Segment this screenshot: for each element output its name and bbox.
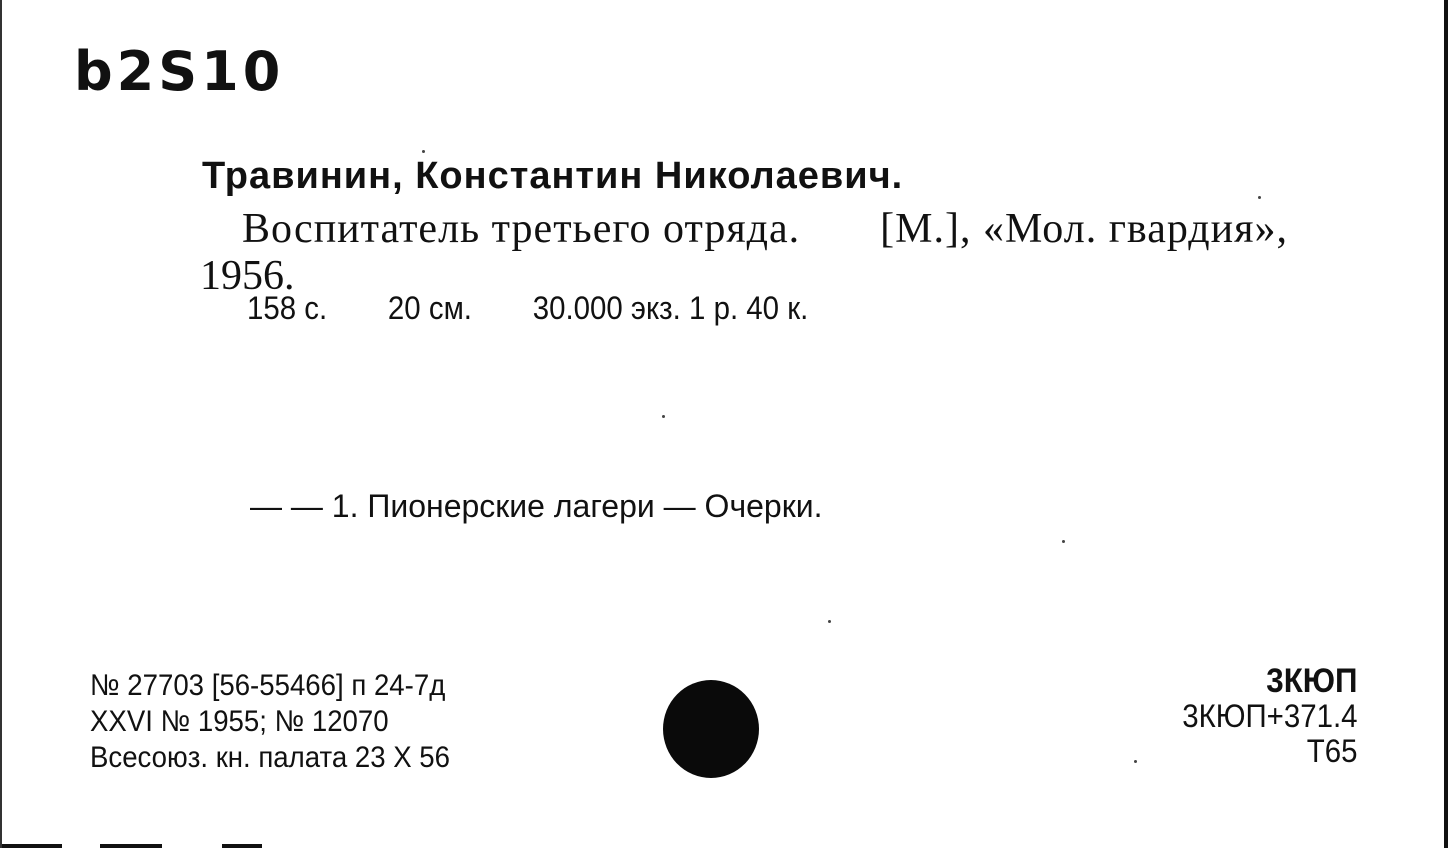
publication-year: 1956.: [200, 253, 295, 299]
publisher: [М.], «Мол. гвардия»,: [880, 206, 1288, 252]
registry-line-1: № 27703 [56-55466] п 24-7д: [90, 669, 446, 702]
registry-block: [90, 668, 450, 776]
classification-block: [1183, 664, 1358, 769]
page-count: 158 с.: [247, 290, 328, 326]
bottom-rule-segment: [222, 844, 262, 848]
registry-line-3: Всесоюз. кн. палата 23 X 56: [90, 741, 451, 774]
book-title: Воспитатель третьего отряда.: [242, 206, 801, 252]
physical-description: [247, 290, 808, 327]
classification-line-2: 3КЮП+371.4: [1182, 698, 1358, 734]
classification-line-1: 3КЮП: [1266, 662, 1358, 700]
speck: [662, 415, 665, 418]
speck: [1134, 760, 1137, 763]
speck: [828, 620, 831, 623]
speck: [422, 150, 425, 153]
classification-line-3: Т65: [1307, 733, 1358, 769]
speck: [1062, 540, 1065, 543]
registry-line-2: XXVI № 1955; № 12070: [90, 705, 389, 738]
author-heading: Травинин, Константин Николаевич.: [202, 155, 904, 197]
subject-heading: — — 1. Пионерские лагери — Очерки.: [250, 488, 823, 524]
speck: [1258, 196, 1261, 199]
copies-and-price: 30.000 экз. 1 р. 40 к.: [532, 290, 809, 326]
title-line: [242, 205, 1288, 253]
book-size: 20 см.: [387, 290, 472, 326]
handwritten-number: b2S10: [74, 40, 285, 103]
punch-hole: [663, 680, 759, 778]
bottom-rule-segment: [100, 844, 162, 848]
bottom-rule-segment: [2, 844, 62, 848]
